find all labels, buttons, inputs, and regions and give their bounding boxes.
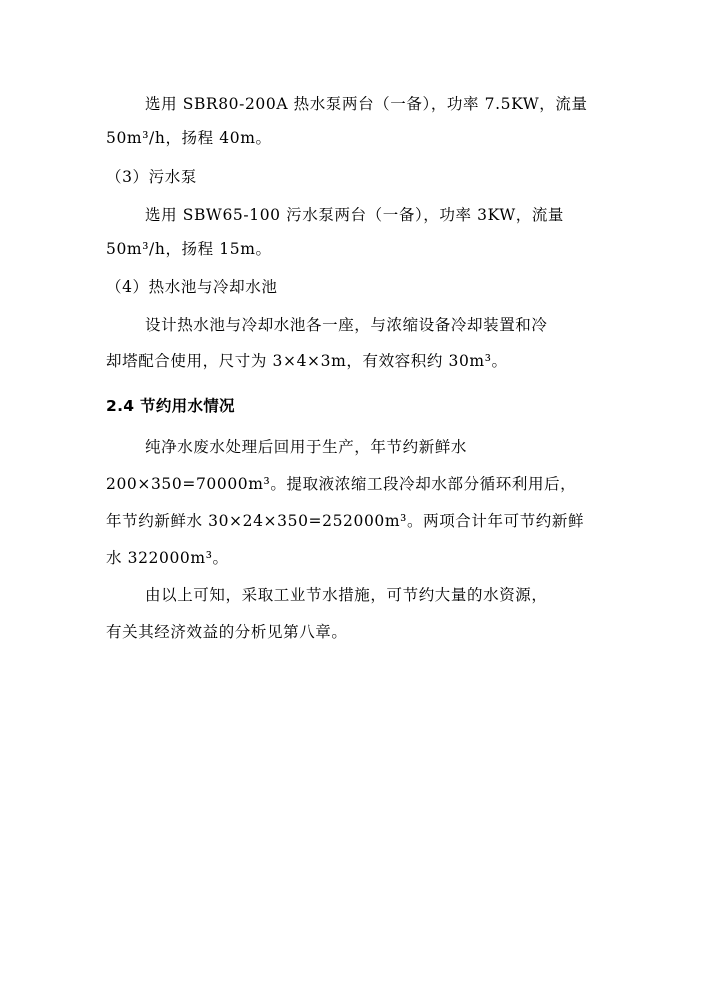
paragraph-line: 设计热水池与冷却水池各一座，与浓缩设备冷却装置和冷	[145, 316, 548, 334]
paragraph-line: 50m³/h，扬程 40m。	[106, 129, 272, 147]
paragraph-line: 年节约新鲜水 30×24×350=252000m³。两项合计年可节约新鲜	[106, 512, 585, 530]
paragraph-line: 纯净水废水处理后回用于生产，年节约新鲜水	[145, 438, 468, 456]
subsection-heading: （3）污水泵	[106, 168, 197, 186]
section-heading: 2.4 节约用水情况	[106, 397, 235, 415]
paragraph-line: 却塔配合使用，尺寸为 3×4×3m，有效容积约 30m³。	[106, 352, 508, 370]
subsection-heading: （4）热水池与冷却水池	[106, 278, 278, 296]
paragraph-line: 200×350=70000m³。提取液浓缩工段冷却水部分循环利用后，	[106, 475, 577, 493]
paragraph-line: 选用 SBW65-100 污水泵两台（一备），功率 3KW，流量	[145, 206, 565, 224]
paragraph-line: 选用 SBR80-200A 热水泵两台（一备），功率 7.5KW，流量	[145, 95, 588, 113]
paragraph-line: 由以上可知，采取工业节水措施，可节约大量的水资源，	[145, 586, 548, 604]
paragraph-line: 有关其经济效益的分析见第八章。	[106, 623, 348, 641]
paragraph-line: 水 322000m³。	[106, 549, 229, 567]
paragraph-line: 50m³/h，扬程 15m。	[106, 240, 272, 258]
